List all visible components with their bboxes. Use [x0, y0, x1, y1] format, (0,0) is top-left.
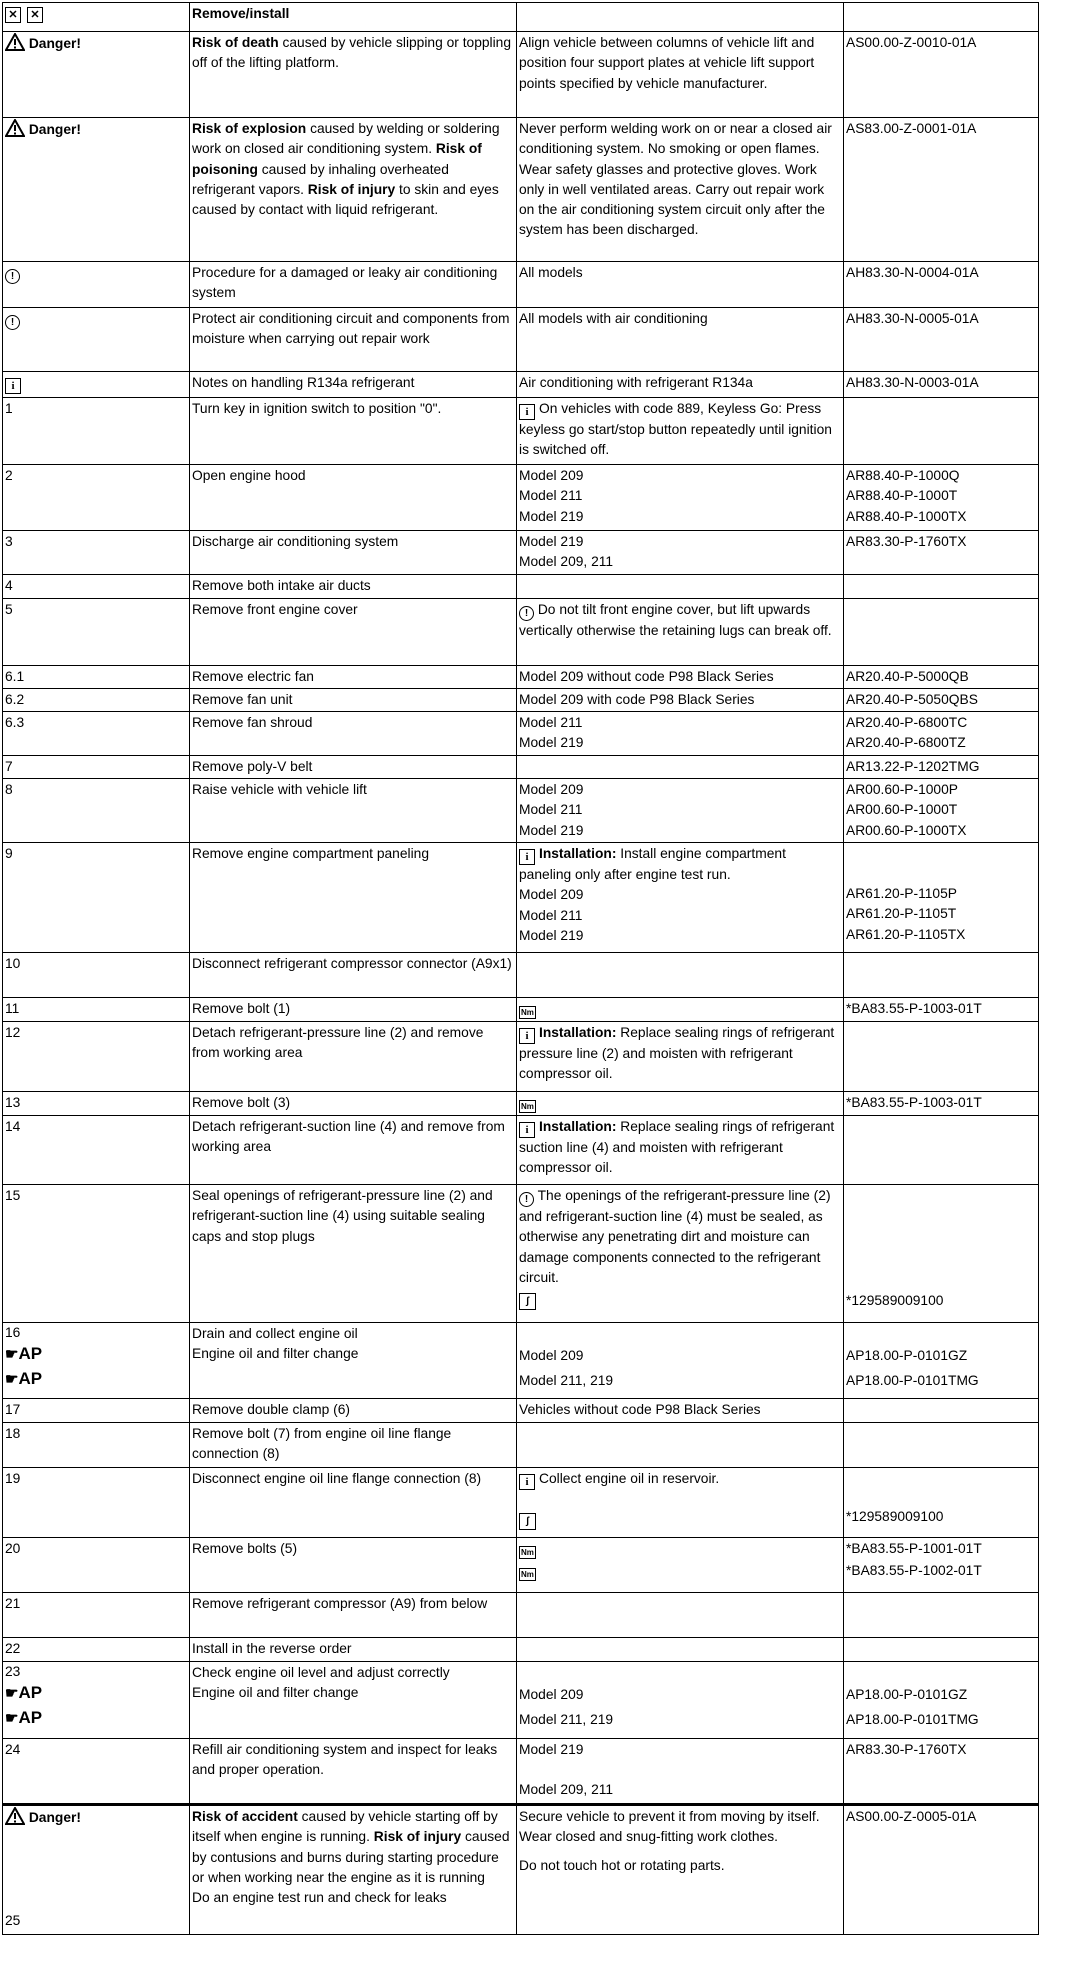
torque-nm-icon: Nm [521, 1102, 534, 1111]
table-row: 18 Remove bolt (7) from engine oil line flange connection (8) [3, 1423, 1039, 1468]
step-number: 19 [3, 1468, 190, 1538]
step-number: 15 [3, 1185, 190, 1323]
table-row: 7 Remove poly-V belt AR13.22-P-1202TMG [3, 756, 1039, 779]
danger-label: Danger! [28, 36, 81, 51]
step-number: 17 [3, 1399, 190, 1423]
step-number: 8 [3, 779, 190, 843]
step-number: 16 [5, 1325, 21, 1340]
table-row: 3 Discharge air conditioning system Model 219 Model 209, 211 AR83.30-P-1760TX [3, 531, 1039, 575]
pointing-hand-icon: ☛ [5, 1710, 19, 1727]
doc-reference: AH83.30-N-0005-01A [844, 308, 1039, 372]
torque-nm-icon: Nm [521, 1548, 534, 1557]
warning-triangle-icon [5, 33, 25, 51]
step-number: 3 [3, 531, 190, 575]
table-row: ! Procedure for a damaged or leaky air conditioning system All models AH83.30-N-0004-01A [3, 262, 1039, 308]
table-row: 23 ☛AP ☛AP Check engine oil level and adjust correctly Engine oil and filter change Model 209 Model 211, 219 AP18.00-P-0101GZ AP18.00-P-0101TMG [3, 1662, 1039, 1739]
pointing-hand-icon: ☛ [5, 1685, 19, 1702]
table-row: 17 Remove double clamp (6) Vehicles without code P98 Black Series [3, 1399, 1039, 1423]
caution-circle-icon: ! [5, 269, 20, 284]
repair-procedure-table [2, 2, 1039, 1935]
info-box-icon: i [519, 1474, 535, 1490]
torque-nm-icon: Nm [521, 1570, 534, 1580]
pointing-hand-icon: ☛ [5, 1346, 19, 1363]
special-tool-icon: ʃ [519, 1513, 536, 1530]
step-number: 10 [3, 953, 190, 998]
step-number: 25 [5, 1912, 21, 1928]
table-row: 2 Open engine hood Model 209 Model 211 Model 219 AR88.40-P-1000Q AR88.40-P-1000T AR88.40-P-1000TX [3, 465, 1039, 531]
caution-circle-icon: ! [519, 606, 534, 621]
step-number: 13 [3, 1092, 190, 1116]
step-number: 14 [3, 1116, 190, 1185]
table-row: 24 Refill air conditioning system and inspect for leaks and proper operation. Model 219 Model 209, 211 AR83.30-P-1760TX [3, 1739, 1039, 1805]
table-row: 10 Disconnect refrigerant compressor connector (A9x1) [3, 953, 1039, 998]
table-row: 22 Install in the reverse order [3, 1638, 1039, 1662]
table-row: 14 Detach refrigerant-suction line (4) and remove from working area i Installation: Replace sealing rings of refrigerant suction line (4) and moisten with refrigerant compressor oil. [3, 1116, 1039, 1185]
caution-circle-icon: ! [5, 315, 20, 330]
special-tool-icon: ʃ [519, 1293, 536, 1310]
table-row: 15 Seal openings of refrigerant-pressure line (2) and refrigerant-suction line (4) using suitable sealing caps and stop plugs ! The openings of the refrigerant-pressure line (2) and refrigerant-suction line (4) must be sealed, as otherwise any penetrating dirt and moisture can damage components connected to the refrigerant circuit. ʃ *129589009100 [3, 1185, 1039, 1323]
doc-reference: AS83.00-Z-0001-01A [844, 118, 1039, 262]
table-row: 16 ☛AP ☛AP Drain and collect engine oil Engine oil and filter change Model 209 Model 211, 219 AP18.00-P-0101GZ AP18.00-P-0101TMG [3, 1323, 1039, 1399]
table-row: 5 Remove front engine cover ! Do not tilt front engine cover, but lift upwards vertically otherwise the retaining lugs can break off. [3, 599, 1039, 666]
step-number: 20 [3, 1538, 190, 1593]
table-row: 9 Remove engine compartment paneling i Installation: Install engine compartment paneling only after engine test run. Model 209 Model 211 Model 219 AR61.20-P-1105P AR61.20-P-1105T AR61.20-P-1105TX [3, 843, 1039, 953]
step-number: 6.1 [3, 666, 190, 689]
safety-instruction: Align vehicle between columns of vehicle lift and position four support plates at vehicle lift support points specified by vehicle manufacturer. [517, 32, 844, 118]
step-number: 7 [3, 756, 190, 779]
info-box-icon: i [519, 404, 535, 420]
step-number: 6.3 [3, 712, 190, 756]
table-row: 13 Remove bolt (3) Nm *BA83.55-P-1003-01T [3, 1092, 1039, 1116]
doc-reference: AH83.30-N-0004-01A [844, 262, 1039, 308]
step-number: 5 [3, 599, 190, 666]
step-number: 24 [3, 1739, 190, 1805]
info-box-icon: i [5, 378, 21, 394]
step-number: 23 [5, 1664, 21, 1679]
table-row: Danger! 25 Risk of accident caused by vehicle starting off by itself when engine is running. Risk of injury caused by contusions and burns during starting procedure or when working near the engine as it is running Do an engine test run and check for leaks Secure vehicle to prevent it from moving by itself. Wear closed and snug-fitting work clothes. Do not touch hot or rotating parts. AS00.00-Z-0005-01A [3, 1805, 1039, 1935]
step-number: 9 [3, 843, 190, 953]
pointing-hand-icon: ☛ [5, 1371, 19, 1388]
step-number: 22 [3, 1638, 190, 1662]
step-number: 6.2 [3, 689, 190, 712]
table-row: 12 Detach refrigerant-pressure line (2) and remove from working area i Installation: Replace sealing rings of refrigerant pressure line (2) and moisten with refrigerant compressor oil. [3, 1022, 1039, 1092]
table-row: i Notes on handling R134a refrigerant Air conditioning with refrigerant R134a AH83.30-N-0003-01A [3, 372, 1039, 398]
table-row: 11 Remove bolt (1) Nm *BA83.55-P-1003-01T [3, 998, 1039, 1022]
table-row: 8 Raise vehicle with vehicle lift Model 209 Model 211 Model 219 AR00.60-P-1000P AR00.60-P-1000T AR00.60-P-1000TX [3, 779, 1039, 843]
torque-nm-icon: Nm [521, 1008, 534, 1017]
info-box-icon: i [519, 1122, 535, 1138]
table-row: 6.2 Remove fan unit Model 209 with code P98 Black Series AR20.40-P-5050QBS [3, 689, 1039, 712]
step-number: 18 [3, 1423, 190, 1468]
table-row: 20 Remove bolts (5) Nm Nm *BA83.55-P-1001-01T *BA83.55-P-1002-01T [3, 1538, 1039, 1593]
doc-reference: AH83.30-N-0003-01A [844, 372, 1039, 398]
caution-circle-icon: ! [519, 1192, 534, 1207]
info-box-icon: i [519, 1028, 535, 1044]
table-row: 21 Remove refrigerant compressor (A9) from below [3, 1593, 1039, 1638]
doc-reference: AS00.00-Z-0005-01A [844, 1805, 1039, 1935]
header-title: Remove/install [190, 3, 517, 32]
step-number: 4 [3, 575, 190, 599]
step-number: 1 [3, 398, 190, 465]
table-row: 6.1 Remove electric fan Model 209 without code P98 Black Series AR20.40-P-5000QB [3, 666, 1039, 689]
step-number: 2 [3, 465, 190, 531]
info-box-icon: i [519, 849, 535, 865]
safety-instruction: Never perform welding work on or near a closed air conditioning system. No smoking or open flames. Wear safety glasses and protective gloves. Work only in well ventilated areas. Carry out repair work on the air conditioning system circuit only after the system has been discharged. [517, 118, 844, 262]
table-header-row [3, 3, 1039, 32]
table-row: Danger! Risk of explosion caused by welding or soldering work on closed air conditioning system. Risk of poisoning caused by inhaling overheated refrigerant vapors. Risk of injury to skin and eyes caused by contact with liquid refrigerant. Never perform welding work on or near a closed air conditioning system. No smoking or open flames. Wear safety glasses and protective gloves. Work only in well ventilated areas. Carry out repair work on the air conditioning system circuit only after the system has been discharged. AS83.00-Z-0001-01A [3, 118, 1039, 262]
warning-triangle-icon [5, 119, 25, 137]
table-row: ! Protect air conditioning circuit and components from moisture when carrying out repair work All models with air conditioning AH83.30-N-0005-01A [3, 308, 1039, 372]
step-number: 21 [3, 1593, 190, 1638]
table-row: 19 Disconnect engine oil line flange connection (8) i Collect engine oil in reservoir. ʃ *129589009100 [3, 1468, 1039, 1538]
doc-reference: AS00.00-Z-0010-01A [844, 32, 1039, 118]
table-row: 6.3 Remove fan shroud Model 211 Model 219 AR20.40-P-6800TC AR20.40-P-6800TZ [3, 712, 1039, 756]
table-row: Danger! Risk of death caused by vehicle slipping or toppling off of the lifting platform. Align vehicle between columns of vehicle lift and position four support plates at vehicle lift support points specified by vehicle manufacturer. AS00.00-Z-0010-01A [3, 32, 1039, 118]
step-number: 11 [3, 998, 190, 1022]
table-row: 4 Remove both intake air ducts [3, 575, 1039, 599]
step-number: 12 [3, 1022, 190, 1092]
tool-cross-icon: ✕ [5, 7, 21, 23]
tool-cross-icon: ✕ [27, 7, 43, 23]
table-row: 1 Turn key in ignition switch to position "0". i On vehicles with code 889, Keyless Go: Press keyless go start/stop button repeatedly until ignition is switched off. [3, 398, 1039, 465]
warning-triangle-icon [5, 1807, 25, 1825]
